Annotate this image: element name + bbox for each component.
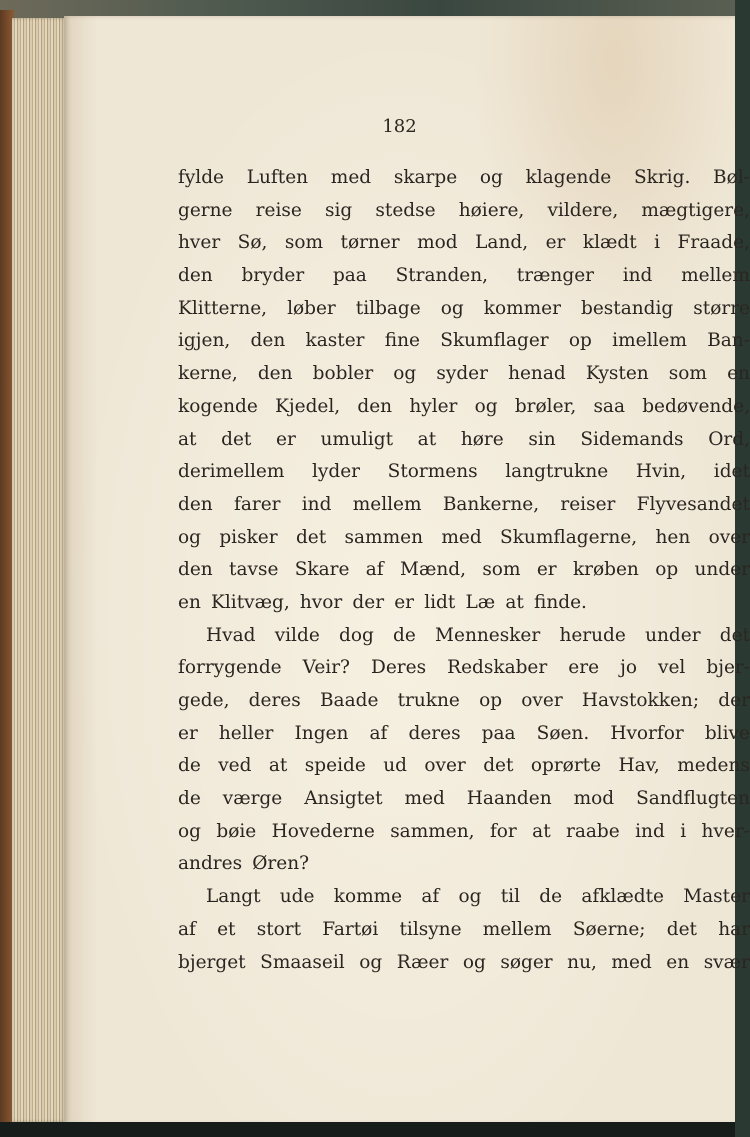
- word: stort: [256, 918, 302, 940]
- word: stedse: [375, 199, 436, 221]
- word: derimellem: [178, 461, 285, 483]
- word: ved: [218, 755, 252, 777]
- word: og: [178, 820, 201, 842]
- word: henad: [508, 363, 566, 385]
- word: sammen,: [390, 820, 475, 842]
- word: under: [645, 624, 701, 646]
- body-text: [178, 162, 750, 979]
- word: en: [727, 363, 750, 385]
- word: de: [178, 755, 201, 777]
- word: den: [178, 493, 213, 515]
- word: tilbage: [355, 297, 421, 319]
- word: er: [394, 591, 415, 613]
- word: af: [365, 559, 384, 581]
- word: en: [178, 591, 201, 613]
- word: den: [178, 559, 213, 581]
- text-line: [178, 293, 750, 326]
- word: at: [268, 755, 288, 777]
- word: og: [479, 167, 503, 188]
- text-line: [178, 652, 750, 685]
- word: Mennesker: [435, 624, 541, 646]
- word: over: [708, 526, 750, 548]
- word: herude: [559, 624, 626, 646]
- word: fine: [384, 330, 420, 352]
- word: og: [462, 951, 486, 973]
- text-line: [178, 424, 750, 457]
- word: Hvorfor: [610, 722, 684, 744]
- word: og: [474, 395, 498, 417]
- word: langtrukne: [505, 461, 609, 483]
- word: saa: [593, 395, 625, 417]
- word: det: [719, 624, 750, 646]
- word: Mænd,: [400, 559, 466, 581]
- text-line: [178, 391, 750, 424]
- text-line: [178, 325, 750, 358]
- word: farer: [233, 493, 281, 515]
- word: blive: [704, 722, 750, 744]
- word: Langt: [206, 886, 261, 908]
- word: med: [441, 526, 482, 548]
- word: og: [178, 526, 201, 548]
- word: kogende: [178, 395, 258, 417]
- word: høiere,: [458, 199, 525, 221]
- bottom-edge: [0, 1122, 735, 1137]
- word: der: [352, 591, 385, 613]
- word: oprørte: [530, 755, 602, 777]
- word: Fartøi: [322, 918, 379, 940]
- word: Flyvesandet: [636, 493, 750, 515]
- word: bjerget: [178, 951, 246, 973]
- text-line: [178, 260, 750, 293]
- word: et: [217, 918, 236, 940]
- word: nu,: [567, 951, 597, 973]
- text-line: [178, 554, 750, 587]
- word: tavse: [229, 559, 279, 581]
- word: af: [178, 918, 196, 940]
- word: ind: [301, 493, 332, 515]
- word: Kjedel,: [275, 395, 341, 417]
- word: de: [393, 624, 416, 646]
- word: umuligt: [320, 428, 393, 450]
- word: tørner: [340, 232, 400, 254]
- word: hver: [178, 232, 221, 254]
- word: Ansigtet: [304, 788, 383, 810]
- word: at: [505, 591, 524, 613]
- word: vilde: [274, 624, 320, 646]
- word: Kysten: [585, 363, 649, 385]
- word: har: [718, 918, 750, 940]
- word: imellem: [612, 330, 687, 352]
- word: større: [693, 297, 750, 319]
- word: Land,: [475, 232, 529, 254]
- word: det: [666, 918, 697, 940]
- text-line: [178, 718, 750, 751]
- word: kerne,: [178, 363, 238, 385]
- word: af: [421, 886, 440, 908]
- word: op: [568, 330, 592, 352]
- word: Smaaseil: [260, 951, 345, 973]
- word: i: [680, 820, 687, 842]
- word: Hvad: [206, 624, 256, 646]
- word: idet: [713, 461, 750, 483]
- text-line: [178, 816, 750, 849]
- word: skarpe: [393, 167, 458, 188]
- word: og: [393, 363, 417, 385]
- word: er: [545, 232, 566, 254]
- word: for: [489, 820, 517, 842]
- word: fylde: [178, 167, 225, 188]
- word: Søen.: [536, 722, 590, 744]
- word: de: [539, 886, 563, 908]
- word: jo: [620, 657, 637, 679]
- word: under: [694, 559, 750, 581]
- word: det: [483, 755, 514, 777]
- word: at: [532, 820, 551, 842]
- word: Luften: [246, 167, 309, 188]
- word: til: [500, 886, 521, 908]
- book-page: [64, 16, 750, 1124]
- word: Haanden: [466, 788, 552, 810]
- word: medens: [677, 755, 750, 777]
- word: komme: [333, 886, 403, 908]
- word: over: [521, 690, 563, 711]
- word: en: [666, 951, 690, 973]
- text-line: [178, 456, 750, 489]
- word: Stormens: [387, 461, 478, 483]
- word: sig: [324, 199, 353, 221]
- word: ere: [568, 657, 600, 679]
- word: bedøvende,: [642, 395, 750, 417]
- word: sin: [528, 428, 556, 450]
- word: at: [178, 428, 197, 450]
- word: søger: [500, 951, 553, 973]
- word: lyder: [312, 461, 361, 483]
- word: igjen,: [178, 330, 231, 352]
- word: gerne: [178, 199, 233, 221]
- word: med: [611, 951, 652, 973]
- text-line: [178, 358, 750, 391]
- word: afklædte: [581, 886, 664, 908]
- word: sammen: [344, 526, 423, 548]
- word: de: [178, 788, 201, 810]
- word: ind: [635, 820, 665, 842]
- word: mod: [573, 788, 615, 810]
- word: hen: [655, 526, 691, 548]
- word: Ræer: [396, 951, 449, 973]
- word: op: [479, 690, 503, 711]
- word: den: [250, 330, 286, 352]
- word: mod: [417, 232, 458, 254]
- word: Skrig.: [633, 167, 691, 188]
- word: op: [655, 559, 679, 581]
- word: trukne: [397, 690, 460, 711]
- word: reise: [255, 199, 302, 221]
- word: Hvin,: [635, 461, 687, 483]
- word: det: [221, 428, 252, 450]
- word: over: [424, 755, 466, 777]
- word: Baade: [319, 690, 379, 711]
- word: løber: [287, 297, 336, 319]
- text-line: [178, 162, 750, 195]
- word: paa: [332, 265, 367, 287]
- word: og: [440, 297, 464, 319]
- word: Klitterne,: [178, 297, 268, 319]
- word: er: [276, 428, 296, 450]
- word: vel: [658, 657, 686, 679]
- word: kommer: [483, 297, 561, 319]
- word: at: [417, 428, 437, 450]
- word: klædt: [582, 232, 637, 254]
- word: raabe: [566, 820, 620, 842]
- word: Søerne;: [572, 918, 646, 940]
- word: og: [359, 951, 383, 973]
- word: Klitvæg,: [211, 591, 290, 613]
- word: Læ: [465, 591, 496, 613]
- word: mellem: [352, 493, 422, 515]
- word: Fraade,: [677, 232, 750, 254]
- word: det: [295, 526, 327, 548]
- word: kaster: [305, 330, 365, 352]
- word: mægtigere,: [641, 199, 750, 221]
- word: paa: [481, 722, 516, 744]
- word: Havstokken;: [581, 690, 700, 711]
- word: bestandig: [581, 297, 674, 319]
- text-line: [178, 587, 750, 620]
- text-line: [178, 783, 750, 816]
- word: Deres: [371, 657, 427, 679]
- text-line: [178, 848, 750, 881]
- word: Ord,: [708, 428, 750, 450]
- word: værge: [222, 788, 283, 810]
- text-line: [178, 522, 750, 555]
- word: Skumflagerne,: [500, 526, 638, 548]
- text-line: [178, 750, 750, 783]
- word: i: [654, 232, 661, 254]
- page-number: 182: [382, 116, 417, 137]
- word: Sidemands: [580, 428, 684, 450]
- word: den: [257, 363, 293, 385]
- word: forrygende: [178, 657, 282, 679]
- word: Master: [683, 886, 750, 908]
- word: gede,: [178, 690, 230, 711]
- word: andres: [178, 853, 243, 875]
- word: med: [404, 788, 445, 810]
- word: af: [369, 722, 388, 744]
- text-line: [178, 227, 750, 260]
- text-line: [178, 947, 750, 980]
- word: er: [178, 722, 198, 744]
- word: speide: [304, 755, 366, 777]
- word: pisker: [219, 526, 278, 548]
- word: deres: [248, 690, 301, 711]
- word: klagende: [525, 167, 612, 188]
- word: hyler: [409, 395, 458, 417]
- page-stack-edge: [12, 18, 66, 1122]
- word: Veir?: [302, 657, 350, 679]
- word: Skare: [294, 559, 350, 581]
- word: ude: [279, 886, 315, 908]
- text-line: [178, 914, 750, 947]
- word: som: [482, 559, 521, 581]
- word: bobler: [312, 363, 374, 385]
- word: Ban-: [707, 330, 750, 352]
- word: Sø,: [237, 232, 268, 254]
- word: der: [718, 690, 750, 711]
- text-line: [178, 620, 750, 653]
- word: svær: [703, 951, 750, 973]
- word: bjer-: [706, 657, 750, 679]
- word: lidt: [424, 591, 456, 613]
- text-line: [178, 195, 750, 228]
- word: krøben: [572, 559, 639, 581]
- word: vildere,: [547, 199, 619, 221]
- word: hver-: [701, 820, 750, 842]
- word: mellem: [482, 918, 552, 940]
- word: Bankerne,: [442, 493, 540, 515]
- word: dog: [338, 624, 374, 646]
- word: heller: [218, 722, 274, 744]
- word: høre: [460, 428, 504, 450]
- word: den: [357, 395, 393, 417]
- word: syder: [436, 363, 488, 385]
- word: deres: [408, 722, 461, 744]
- word: trænger: [516, 265, 594, 287]
- text-line: [178, 685, 750, 718]
- word: som: [284, 232, 324, 254]
- word: Stranden,: [395, 265, 489, 287]
- word: og: [458, 886, 482, 908]
- text-line: [178, 881, 750, 914]
- text-line: [178, 489, 750, 522]
- word: Skumflager: [440, 330, 549, 352]
- word: Øren?: [252, 853, 310, 875]
- word: brøler,: [514, 395, 577, 417]
- word: med: [330, 167, 372, 188]
- word: reiser: [560, 493, 616, 515]
- word: er: [536, 559, 557, 581]
- word: ud: [383, 755, 407, 777]
- word: ind: [622, 265, 653, 287]
- word: Hav,: [618, 755, 660, 777]
- word: Ingen: [294, 722, 349, 744]
- word: Redskaber: [447, 657, 548, 679]
- word: Bøl-: [713, 167, 750, 188]
- word: tilsyne: [399, 918, 462, 940]
- word: bøie: [216, 820, 257, 842]
- word: bryder: [241, 265, 305, 287]
- word: hvor: [299, 591, 343, 613]
- word: den: [178, 265, 213, 287]
- word: finde.: [533, 591, 587, 613]
- word: mellem: [681, 265, 750, 287]
- word: som: [668, 363, 707, 385]
- word: Sandflugten: [636, 788, 750, 810]
- word: Hovederne: [271, 820, 375, 842]
